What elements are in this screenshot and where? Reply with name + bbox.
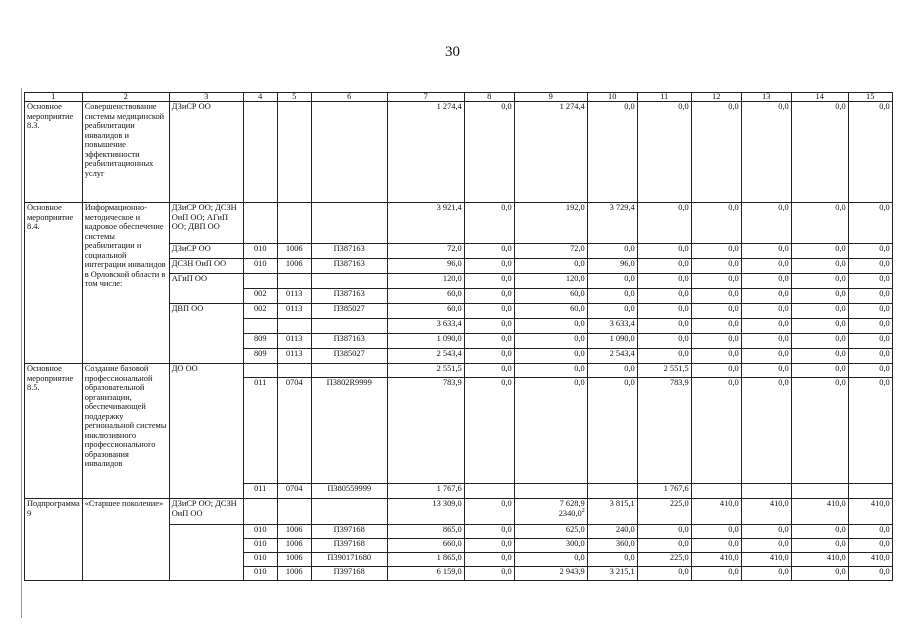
table-cell: 1 865,0 (387, 553, 464, 567)
table-cell: 0,0 (464, 349, 514, 364)
table-cell: 0,0 (587, 304, 637, 319)
table-cell: 60,0 (514, 289, 587, 304)
table-cell: 0,0 (464, 553, 514, 567)
table-cell: 410,0 (848, 553, 892, 567)
table-cell: 2 551,5 (637, 364, 691, 378)
table-cell: 0,0 (791, 244, 848, 259)
table-cell: 0,0 (848, 334, 892, 349)
measure-description: Создание базовой профессиональной образовательной организации, обеспечивающей поддержку региональной системы инклюзивного профессионального образования инвалидов (82, 364, 169, 499)
table-cell: 010 (243, 553, 277, 567)
table-cell: 1 090,0 (587, 334, 637, 349)
table-cell (741, 484, 791, 499)
header-cell: 6 (311, 93, 387, 102)
table-cell: 0,0 (848, 259, 892, 274)
table-cell: П387163 (311, 334, 387, 349)
table-cell: 60,0 (387, 304, 464, 319)
table-cell: 3 815,1 (587, 499, 637, 525)
table-cell: 010 (243, 539, 277, 553)
table-cell: 0,0 (587, 102, 637, 203)
table-cell: 0,0 (848, 289, 892, 304)
table-cell (243, 274, 277, 289)
table-cell: 0,0 (791, 334, 848, 349)
table-cell (514, 499, 587, 525)
table-cell: 0,0 (741, 259, 791, 274)
table-cell: 0,0 (691, 244, 741, 259)
table-cell: 011 (243, 378, 277, 484)
table-cell: 0,0 (791, 349, 848, 364)
table-cell: 0,0 (741, 364, 791, 378)
table-cell: 0,0 (464, 499, 514, 525)
table-row (25, 102, 893, 203)
table-cell: 0,0 (514, 364, 587, 378)
table-cell: 0,0 (691, 349, 741, 364)
table-cell: 0,0 (741, 378, 791, 484)
header-cell: 3 (169, 93, 243, 102)
table-cell: 0,0 (464, 525, 514, 539)
table-cell: 0,0 (848, 525, 892, 539)
header-cell: 2 (82, 93, 169, 102)
table-cell: 0,0 (637, 274, 691, 289)
table-cell: 0,0 (464, 259, 514, 274)
table-cell: 0,0 (637, 244, 691, 259)
table-cell: 0,0 (514, 378, 587, 484)
table-cell: 010 (243, 259, 277, 274)
table-cell: 0,0 (741, 203, 791, 244)
table-cell: 410,0 (691, 499, 741, 525)
table-cell: 1 274,4 (387, 102, 464, 203)
table-cell (311, 319, 387, 334)
table-cell: 410,0 (741, 499, 791, 525)
table-cell: 0,0 (691, 525, 741, 539)
table-cell: 0,0 (637, 259, 691, 274)
header-cell: 1 (25, 93, 83, 102)
table-cell (587, 484, 637, 499)
measure-name: Основное мероприятие 8.5. (25, 364, 83, 499)
table-cell: 0,0 (464, 567, 514, 581)
table-cell: 783,9 (387, 378, 464, 484)
table-cell: 0,0 (514, 334, 587, 349)
header-cell: 12 (691, 93, 741, 102)
measure-name: Основное мероприятие 8.4. (25, 203, 83, 364)
responsible-cell: ДВП ОО (169, 304, 243, 364)
table-cell: 1006 (277, 539, 311, 553)
table-cell: 0,0 (741, 539, 791, 553)
table-cell: 1 767,6 (637, 484, 691, 499)
table-cell: 13 309,0 (387, 499, 464, 525)
table-cell (243, 102, 277, 203)
table-cell: 0,0 (587, 553, 637, 567)
table-cell: 3 921,4 (387, 203, 464, 244)
table-cell (791, 484, 848, 499)
table-cell: 783,9 (637, 378, 691, 484)
table-cell: 809 (243, 334, 277, 349)
table-cell: 0,0 (514, 259, 587, 274)
table-cell: 225,0 (637, 553, 691, 567)
table-cell: 360,0 (587, 539, 637, 553)
table-cell: 0,0 (637, 525, 691, 539)
table-cell: 0,0 (637, 304, 691, 319)
table-cell: 3 633,4 (387, 319, 464, 334)
table-cell: 2 543,4 (387, 349, 464, 364)
table-cell: 0,0 (464, 378, 514, 484)
header-cell: 14 (791, 93, 848, 102)
table-cell: 0,0 (741, 567, 791, 581)
table-cell: 72,0 (387, 244, 464, 259)
table-cell: 0,0 (637, 319, 691, 334)
table-cell: 0,0 (741, 525, 791, 539)
table-cell: 0,0 (741, 349, 791, 364)
table-cell (311, 499, 387, 525)
table-cell: 0,0 (741, 334, 791, 349)
table-cell: 010 (243, 244, 277, 259)
table-cell: 0,0 (514, 349, 587, 364)
table-cell (277, 364, 311, 378)
table-cell: 0,0 (637, 567, 691, 581)
table-cell: 0,0 (848, 349, 892, 364)
header-cell: 7 (387, 93, 464, 102)
header-cell: 4 (243, 93, 277, 102)
table-cell: 0,0 (791, 319, 848, 334)
table-cell (277, 203, 311, 244)
table-cell (277, 102, 311, 203)
responsible-cell: ДО ОО (169, 364, 243, 499)
table-row (25, 499, 893, 525)
table-cell: 0,0 (848, 102, 892, 203)
table-cell: 0,0 (691, 319, 741, 334)
header-cell: 8 (464, 93, 514, 102)
table-cell: 865,0 (387, 525, 464, 539)
table-cell: П397168 (311, 525, 387, 539)
table-cell: 6 159,0 (387, 567, 464, 581)
table-cell: 0,0 (691, 289, 741, 304)
table-cell: 0,0 (587, 378, 637, 484)
table-cell: 72,0 (514, 244, 587, 259)
table-cell (311, 364, 387, 378)
header-cell: 15 (848, 93, 892, 102)
table-cell: 0,0 (587, 289, 637, 304)
table-cell: 0,0 (514, 553, 587, 567)
table-cell: 0,0 (791, 102, 848, 203)
table-cell: П387163 (311, 289, 387, 304)
header-cell: 5 (277, 93, 311, 102)
table-cell: 0,0 (791, 289, 848, 304)
table-cell: 96,0 (387, 259, 464, 274)
table-cell: 0,0 (741, 304, 791, 319)
table-cell: 60,0 (514, 304, 587, 319)
table-cell: 1 274,4 (514, 102, 587, 203)
table-cell: 0,0 (848, 539, 892, 553)
table-cell (243, 203, 277, 244)
table-cell: 809 (243, 349, 277, 364)
table-cell: 0,0 (741, 319, 791, 334)
table-cell: 0,0 (848, 274, 892, 289)
table-cell: 60,0 (387, 289, 464, 304)
table-cell (848, 484, 892, 499)
table-cell: 0,0 (637, 349, 691, 364)
table-cell (243, 499, 277, 525)
table-cell: 0704 (277, 484, 311, 499)
table-cell: 0,0 (741, 289, 791, 304)
measure-name: Основное мероприятие 8.3. (25, 102, 83, 203)
table-cell: 0704 (277, 378, 311, 484)
table-cell: 120,0 (387, 274, 464, 289)
table-cell: 0113 (277, 304, 311, 319)
table-cell: 0113 (277, 289, 311, 304)
table-cell (311, 102, 387, 203)
table-cell: 0,0 (464, 539, 514, 553)
table-row (25, 203, 893, 244)
table-cell: 300,0 (514, 539, 587, 553)
table-cell: 0,0 (464, 244, 514, 259)
table-cell: П380559999 (311, 484, 387, 499)
table-cell (691, 484, 741, 499)
table-cell: 0,0 (691, 304, 741, 319)
table-cell: 0,0 (691, 378, 741, 484)
table-cell: 0,0 (464, 334, 514, 349)
table-cell: 120,0 (514, 274, 587, 289)
table-cell: 410,0 (691, 553, 741, 567)
responsible-cell: ДЗиСР ОО; ДСЗН ОиП ОО; АГиП ОО; ДВП ОО (169, 203, 243, 244)
responsible-cell (169, 525, 243, 581)
footnote-mark: 2 (581, 507, 585, 514)
table-cell: 0,0 (791, 203, 848, 244)
table-cell: 010 (243, 567, 277, 581)
table-cell: 0,0 (464, 304, 514, 319)
table-cell: П385027 (311, 349, 387, 364)
table-cell: 0,0 (691, 203, 741, 244)
table-cell: 1006 (277, 553, 311, 567)
table-cell: 0,0 (691, 334, 741, 349)
table-cell: П387163 (311, 259, 387, 274)
table-cell: П397168 (311, 567, 387, 581)
measure-description: Информационно-методическое и кадровое обеспечение системы реабилитации и социальной интеграции инвалидов в Орловской области в том числе: (82, 203, 169, 364)
table-cell: 2 551,5 (387, 364, 464, 378)
table-cell: 011 (243, 484, 277, 499)
table-cell: 240,0 (587, 525, 637, 539)
table-cell (311, 203, 387, 244)
table-cell: 0,0 (464, 364, 514, 378)
table-cell: 0,0 (691, 567, 741, 581)
header-cell: 11 (637, 93, 691, 102)
table-cell: 96,0 (587, 259, 637, 274)
table-cell: 1006 (277, 567, 311, 581)
table-cell: 410,0 (791, 553, 848, 567)
header-cell: 9 (514, 93, 587, 102)
table-cell: 0,0 (587, 364, 637, 378)
measure-description: Совершенствование системы медицинской реабилитации инвалидов и повышение эффективности реабилитационных услуг (82, 102, 169, 203)
table-cell: 0,0 (741, 274, 791, 289)
table-cell: 0,0 (848, 364, 892, 378)
budget-table (24, 92, 893, 581)
header-cell: 10 (587, 93, 637, 102)
table-cell: 0,0 (791, 525, 848, 539)
table-cell: 0,0 (848, 567, 892, 581)
table-cell: 0,0 (637, 289, 691, 304)
table-cell: 002 (243, 289, 277, 304)
responsible-cell: АГиП ОО (169, 274, 243, 304)
table-cell (243, 319, 277, 334)
table-cell: 0,0 (848, 203, 892, 244)
table-cell (464, 484, 514, 499)
table-cell: 0,0 (514, 319, 587, 334)
table-cell: 410,0 (791, 499, 848, 525)
table-cell: 2 943,9 (514, 567, 587, 581)
table-cell: 0,0 (691, 102, 741, 203)
table-cell: П3802R9999 (311, 378, 387, 484)
table-cell: 0,0 (791, 259, 848, 274)
cell-value: 7 628,9 (559, 499, 585, 508)
table-cell: П387163 (311, 244, 387, 259)
table-cell: 410,0 (741, 553, 791, 567)
table-cell: 0,0 (791, 567, 848, 581)
table-cell: 0,0 (791, 274, 848, 289)
table-cell: 0,0 (637, 102, 691, 203)
table-cell (277, 499, 311, 525)
table-cell: 0,0 (587, 244, 637, 259)
table-cell: 0,0 (637, 203, 691, 244)
responsible-cell: ДЗиСР ОО (169, 102, 243, 203)
measure-name: Подпрограмма 9 (25, 499, 83, 581)
table-cell (277, 319, 311, 334)
header-cell: 13 (741, 93, 791, 102)
table-cell (277, 274, 311, 289)
table-row (25, 364, 893, 378)
table-cell: 3 633,4 (587, 319, 637, 334)
table-cell: 0,0 (587, 274, 637, 289)
table-cell (514, 484, 587, 499)
table-cell: 0,0 (637, 334, 691, 349)
table-cell: 1006 (277, 259, 311, 274)
table-cell: 010 (243, 525, 277, 539)
responsible-cell: ДЗиСР ОО; ДСЗН ОиП ОО (169, 499, 243, 525)
table-cell (311, 274, 387, 289)
measure-description: «Старшее поколение» (82, 499, 169, 581)
table-cell: 1 090,0 (387, 334, 464, 349)
table-cell: 0113 (277, 349, 311, 364)
table-cell: 1006 (277, 244, 311, 259)
table-cell: 0113 (277, 334, 311, 349)
table-cell: 0,0 (741, 244, 791, 259)
table-cell: 002 (243, 304, 277, 319)
margin-line (21, 88, 22, 618)
table-cell: 0,0 (464, 274, 514, 289)
table-cell: 0,0 (464, 319, 514, 334)
table-cell: 3 215,1 (587, 567, 637, 581)
table-cell (243, 364, 277, 378)
table-cell: 625,0 (514, 525, 587, 539)
header-row (25, 93, 893, 102)
table-cell: П397168 (311, 539, 387, 553)
table-cell: 1006 (277, 525, 311, 539)
table-cell: 225,0 (637, 499, 691, 525)
table-cell: 3 729,4 (587, 203, 637, 244)
table-cell: 192,0 (514, 203, 587, 244)
responsible-cell: ДСЗН ОиП ОО (169, 259, 243, 274)
table-cell: 1 767,6 (387, 484, 464, 499)
table-cell: П390171680 (311, 553, 387, 567)
table-cell: 0,0 (791, 378, 848, 484)
table-cell: 2 543,4 (587, 349, 637, 364)
table-cell: 0,0 (848, 304, 892, 319)
responsible-cell: ДЗиСР ОО (169, 244, 243, 259)
table-cell: 0,0 (848, 378, 892, 484)
page-number: 30 (445, 44, 460, 60)
table-cell: 410,0 (848, 499, 892, 525)
table-cell: 0,0 (637, 539, 691, 553)
table-cell: 0,0 (848, 244, 892, 259)
table-cell: 0,0 (691, 364, 741, 378)
table-cell: 0,0 (791, 304, 848, 319)
table-cell: 0,0 (791, 539, 848, 553)
cell-value-extra: 2340,0 (558, 508, 582, 518)
table-cell: П385027 (311, 304, 387, 319)
table-cell: 660,0 (387, 539, 464, 553)
table-cell: 0,0 (464, 203, 514, 244)
table-cell: 0,0 (691, 274, 741, 289)
table-cell: 0,0 (741, 102, 791, 203)
table-cell: 0,0 (791, 364, 848, 378)
table-cell: 0,0 (848, 319, 892, 334)
table-cell: 0,0 (691, 259, 741, 274)
table-cell: 0,0 (464, 289, 514, 304)
table-cell: 0,0 (691, 539, 741, 553)
table-cell: 0,0 (464, 102, 514, 203)
